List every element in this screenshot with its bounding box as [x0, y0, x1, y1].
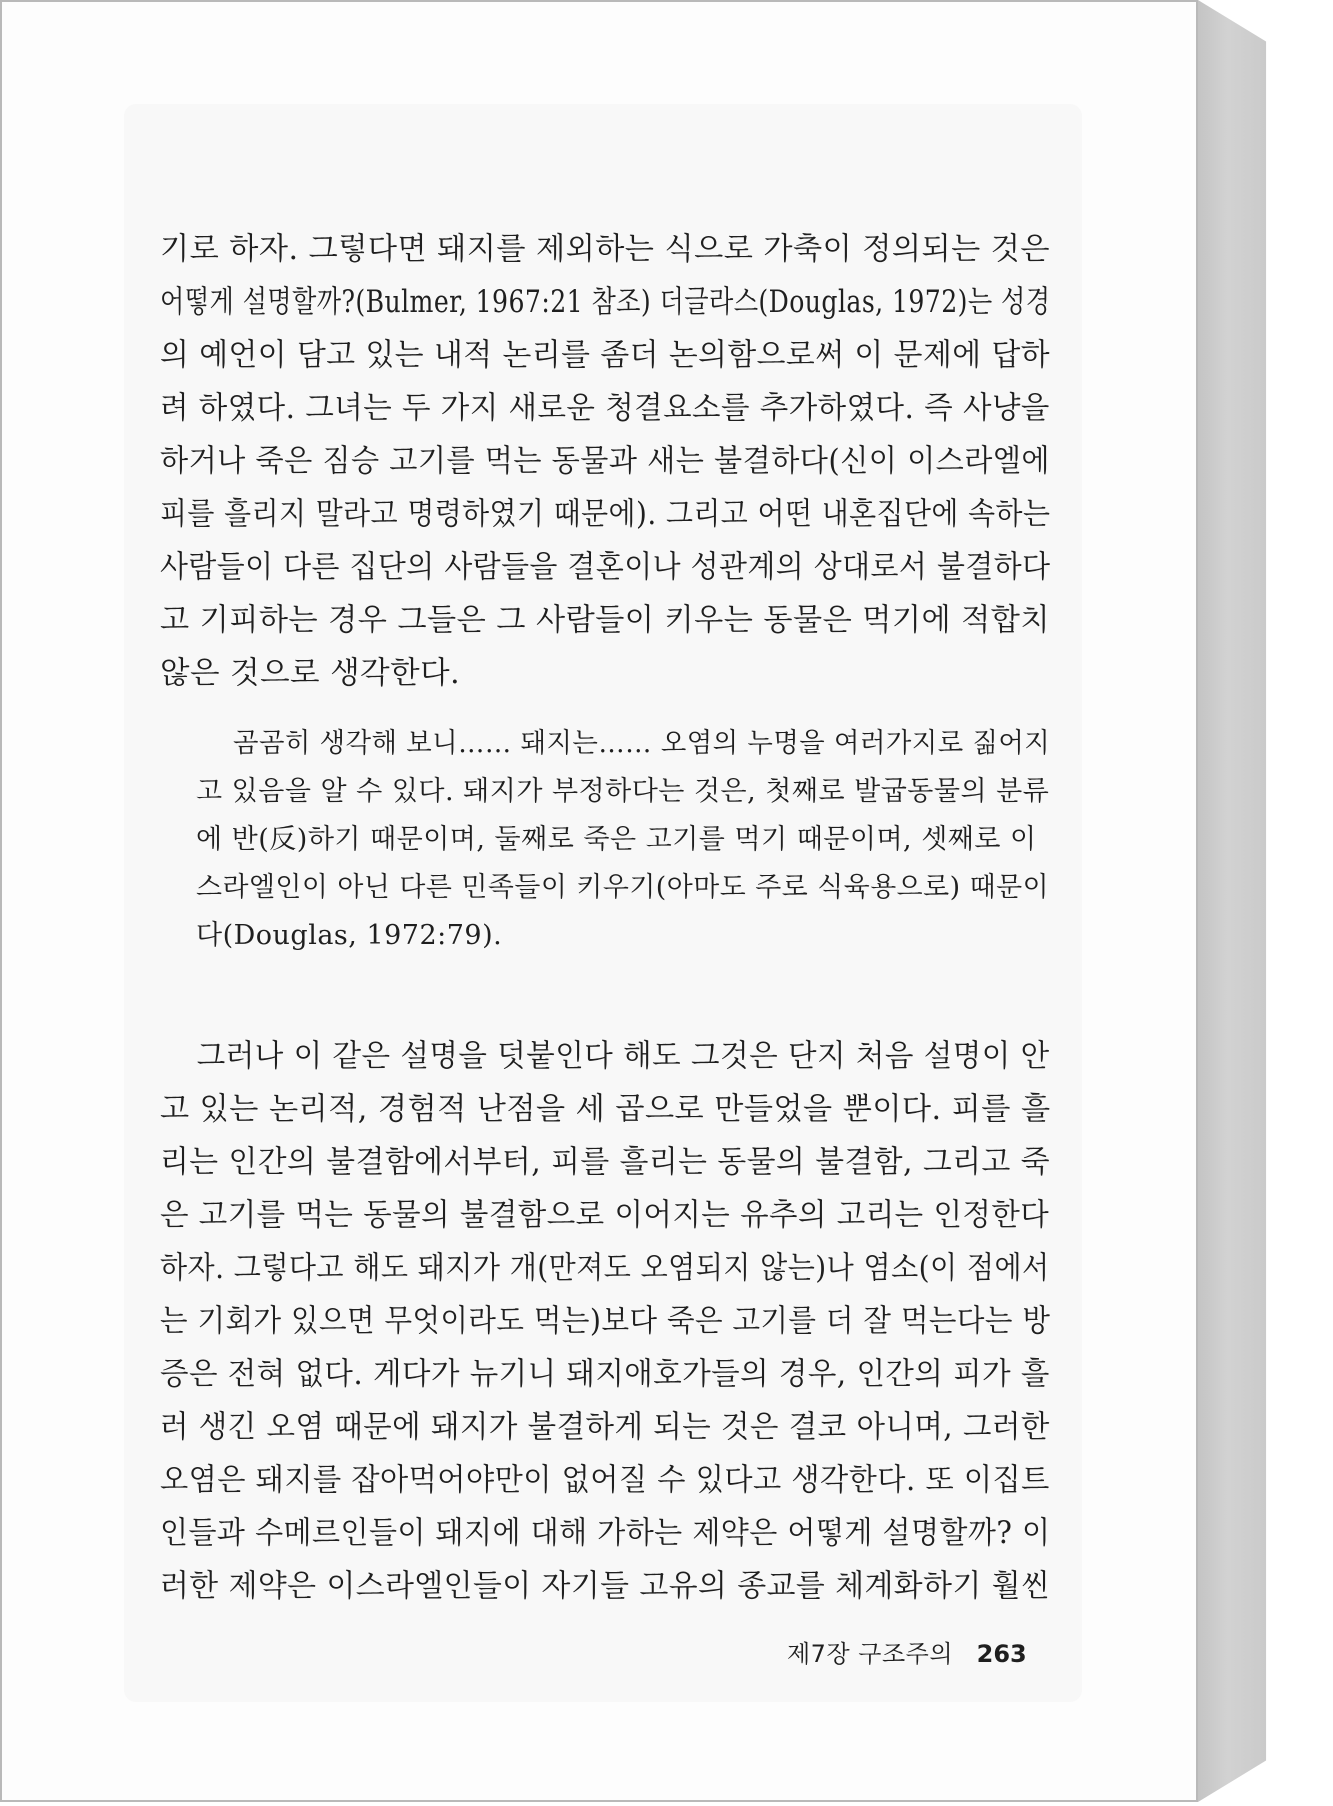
page-number: 263	[976, 1640, 1027, 1668]
text-line: 는 기회가 있으면 무엇이라도 먹는)보다 죽은 고기를 더 잘 먹는다는 방	[160, 1304, 1051, 1339]
text-line: 사람들이 다른 집단의 사람들을 결혼이나 성관계의 상대로서 불결하다	[160, 550, 1051, 585]
text-line: 러 생긴 오염 때문에 돼지가 불결하게 되는 것은 결코 아니며, 그러한	[160, 1410, 1050, 1445]
text-line: 하자. 그렇다고 해도 돼지가 개(만져도 오염되지 않는)나 염소(이 점에서	[160, 1251, 1050, 1286]
text-line: 하거나 죽은 짐승 고기를 먹는 동물과 새는 불결하다(신이 이스라엘에	[160, 444, 1051, 479]
text-line: 러한 제약은 이스라엘인들이 자기들 고유의 종교를 체계화하기 훨씬	[160, 1569, 1051, 1604]
text-line: 그러나 이 같은 설명을 덧붙인다 해도 그것은 단지 처음 설명이 안	[196, 1039, 1050, 1074]
quote-line: 에 반(反)하기 때문이며, 둘째로 죽은 고기를 먹기 때문이며, 셋째로 이	[196, 824, 1037, 855]
text-line: 않은 것으로 생각한다.	[160, 656, 461, 691]
text-line: 고 있는 논리적, 경험적 난점을 세 곱으로 만들었을 뿐이다. 피를 흘	[160, 1092, 1051, 1127]
text-line: 어떻게 설명할까?(Bulmer, 1967:21 참조) 더글라스(Douglas, 1972)는 성경	[160, 285, 1051, 320]
text-line: 피를 흘리지 말라고 명령하였기 때문에). 그리고 어떤 내혼집단에 속하는	[160, 497, 1051, 532]
quote-line: 스라엘인이 아닌 다른 민족들이 키우기(아마도 주로 식육용으로) 때문이	[196, 872, 1050, 903]
text-line: 려 하였다. 그녀는 두 가지 새로운 청결요소를 추가하였다. 즉 사냥을	[160, 391, 1050, 426]
chapter-title: 제7장 구조주의	[787, 1640, 954, 1668]
page-footer	[787, 1634, 1027, 1674]
text-line: 리는 인간의 불결함에서부터, 피를 흘리는 동물의 불결함, 그리고 죽	[160, 1145, 1051, 1180]
text-line: 인들과 수메르인들이 돼지에 대해 가하는 제약은 어떻게 설명할까? 이	[160, 1516, 1051, 1551]
book-spine-edge	[1198, 0, 1272, 1802]
text-line: 기로 하자. 그렇다면 돼지를 제외하는 식으로 가축이 정의되는 것은	[160, 232, 1050, 267]
block-quote	[196, 720, 1050, 980]
quote-line: 고 있음을 알 수 있다. 돼지가 부정하다는 것은, 첫째로 발굽동물의 분류	[196, 776, 1050, 807]
body-paragraph-2	[160, 1030, 1050, 1630]
quote-line: 다(Douglas, 1972:79).	[196, 920, 503, 951]
text-line: 고 기피하는 경우 그들은 그 사람들이 키우는 동물은 먹기에 적합치	[160, 603, 1050, 638]
text-line: 증은 전혀 없다. 게다가 뉴기니 돼지애호가들의 경우, 인간의 피가 흘	[160, 1357, 1050, 1392]
text-line: 의 예언이 담고 있는 내적 논리를 좀더 논의함으로써 이 문제에 답하	[160, 338, 1051, 373]
body-paragraph-1	[160, 223, 1050, 703]
text-line: 오염은 돼지를 잡아먹어야만이 없어질 수 있다고 생각한다. 또 이집트	[160, 1463, 1050, 1498]
text-line: 은 고기를 먹는 동물의 불결함으로 이어지는 유추의 고리는 인정한다	[160, 1198, 1050, 1233]
quote-line: 곰곰히 생각해 보니…… 돼지는…… 오염의 누명을 여러가지로 짊어지	[233, 728, 1051, 759]
